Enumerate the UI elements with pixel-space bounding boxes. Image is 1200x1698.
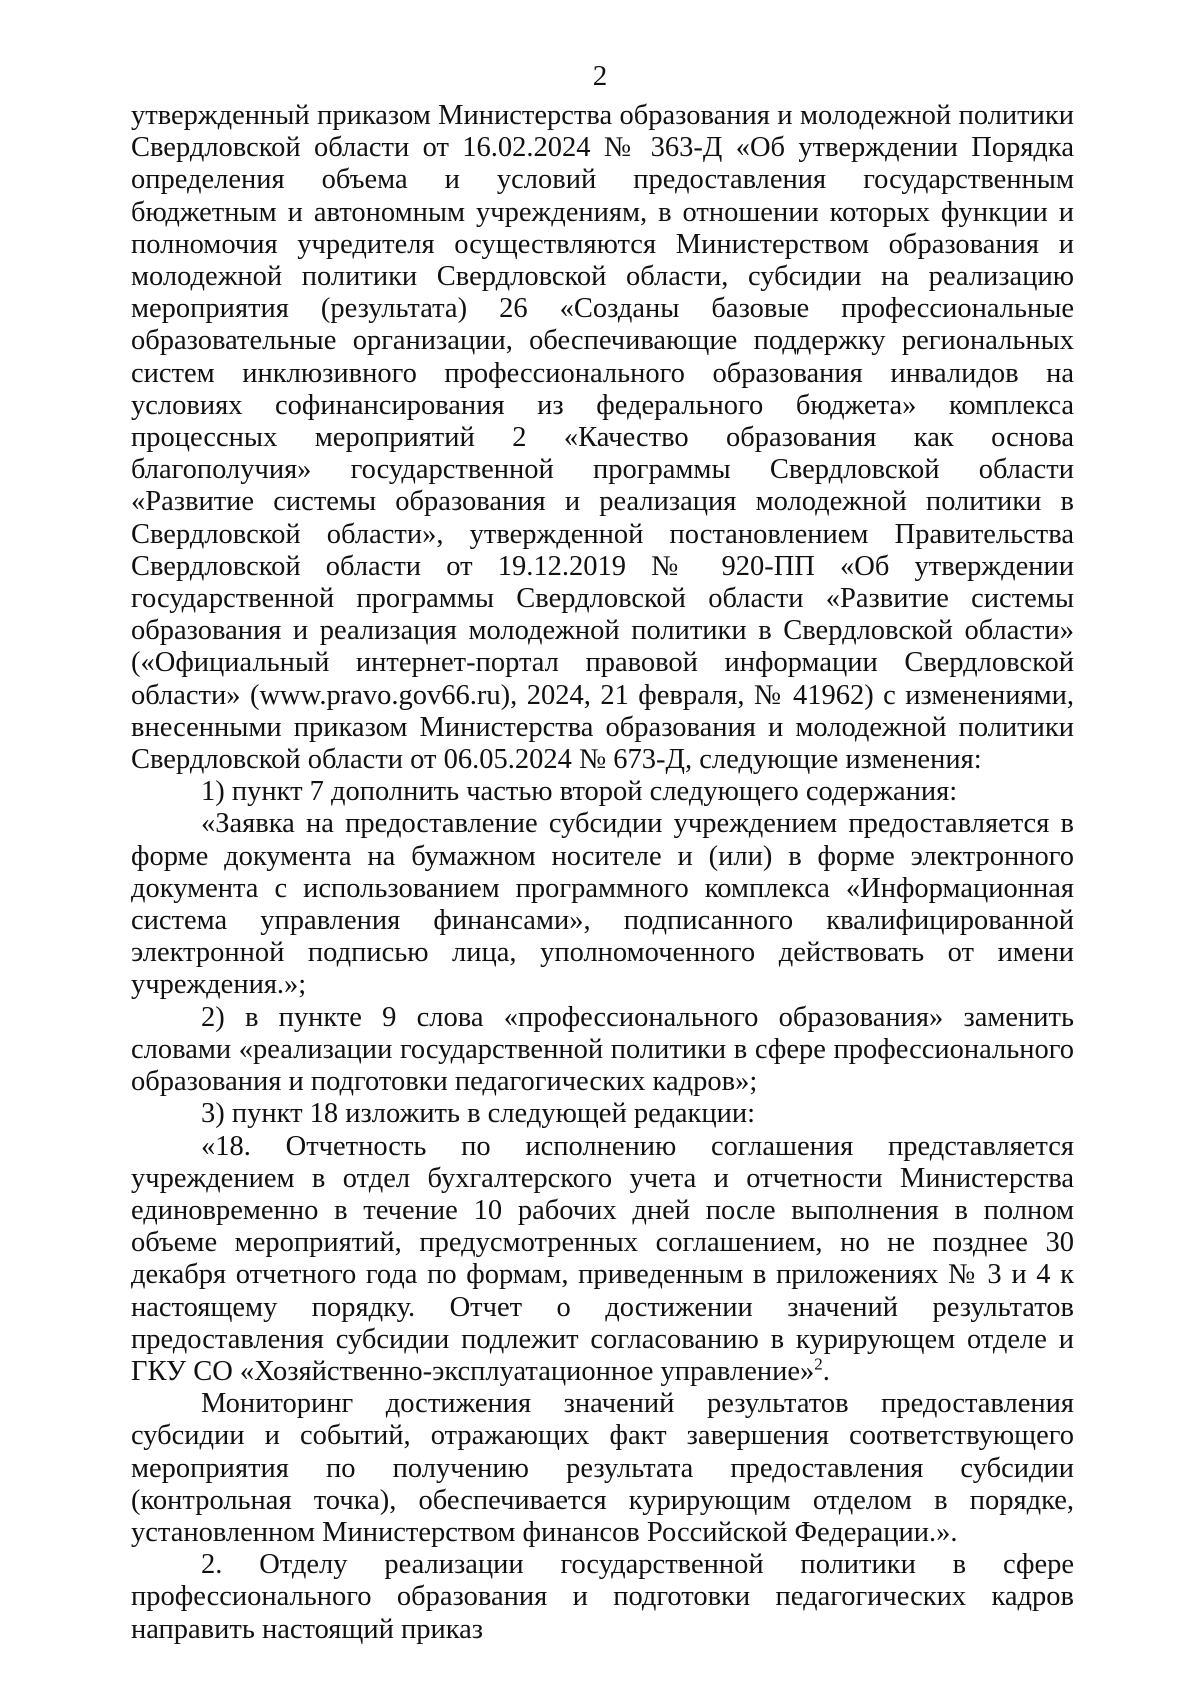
paragraph-item-18-tail: . <box>822 1355 830 1387</box>
paragraph-item-2: 2) в пункте 9 слова «профессионального образования» заменить словами «реализации государственной политики в сфере профессионального образования и подготовки педагогических кадров»; <box>131 1001 1074 1098</box>
paragraph-clause-2: 2. Отделу реализации государственной политики в сфере профессионального образования и подготовки педагогических кадров направить настоящий приказ <box>131 1549 1074 1645</box>
paragraph-item-1: 1) пункт 7 дополнить частью второй следующего содержания: <box>201 776 958 808</box>
paragraph-intro: утвержденный приказом Министерства образования и молодежной политики Свердловской области от 16.02.2024 № 363-Д «Об утверждении Порядка определения объема и условий предоставления государственным бюджетным и автономным учреждениям, в отношении которых функции и полномочия учредителя осуществляются Министерством образования и молодежной политики Свердловской области, субсидии на реализацию мероприятия (результата) 26 «Созданы базовые профессиональные образовательные организации, обеспечивающие поддержку региональных систем инклюзивного профессионального образования инвалидов на условиях софинансирования из федерального бюджета» комплекса процессных мероприятий 2 «Качество образования как основа благополучия» государственной программы Свердловской области «Развитие системы образования и реализация молодежной политики в Свердловской области», утвержденной постановлением Правительства Свердловской области от 19.12.2019 № 920-ПП «Об утверждении государственной программы Свердловской области «Развитие системы образования и реализация молодежной политики в Свердловской области» («Официальный интернет-портал правовой информации Свердловской области» (www.pravo.gov66.ru), 2024, 21 февраля, № 41962) с изменениями, внесенными приказом Министерства образования и молодежной политики Свердловской области от 06.05.2024 № 673-Д, следующие изменения: <box>131 100 1074 776</box>
paragraph-item-1-quote: «Заявка на предоставление субсидии учреждением предоставляется в форме документа на бумажном носителе и (или) в форме электронного документа с использованием программного комплекса «Информационная система управления финансами», подписанного квалифицированной электронной подписью лица, уполномоченного действовать от имени учреждения.»; <box>131 808 1074 1001</box>
footnote-marker: 2 <box>814 1354 823 1374</box>
paragraph-item-18-text: «18. Отчетность по исполнению соглашения представляется учреждением в отдел бухгалтерского учета и отчетности Министерства единовременно в течение 10 рабочих дней после выполнения в полном объеме мероприятий, предусмотренных соглашением, но не позднее 30 декабря отчетного года по формам, приведенным в приложениях № 3 и 4 к настоящему порядку. Отчет о достижении значений результатов предоставления субсидии подлежит согласованию в курирующем отделе и ГКУ СО «Хозяйственно-эксплуатационное управление» <box>131 1130 1074 1387</box>
document-body <box>131 100 1074 1646</box>
page-number: 2 <box>592 60 608 92</box>
paragraph-monitoring: Мониторинг достижения значений результатов предоставления субсидии и событий, отражающих факт завершения соответствующего мероприятия по получению результата предоставления субсидии (контрольная точка), обеспечивается курирующим отделом в порядке, установленном Министерством финансов Российской Федерации.». <box>131 1388 1074 1548</box>
paragraph-item-3: 3) пункт 18 изложить в следующей редакции: <box>201 1098 756 1130</box>
paragraph-item-18 <box>131 1131 1074 1389</box>
